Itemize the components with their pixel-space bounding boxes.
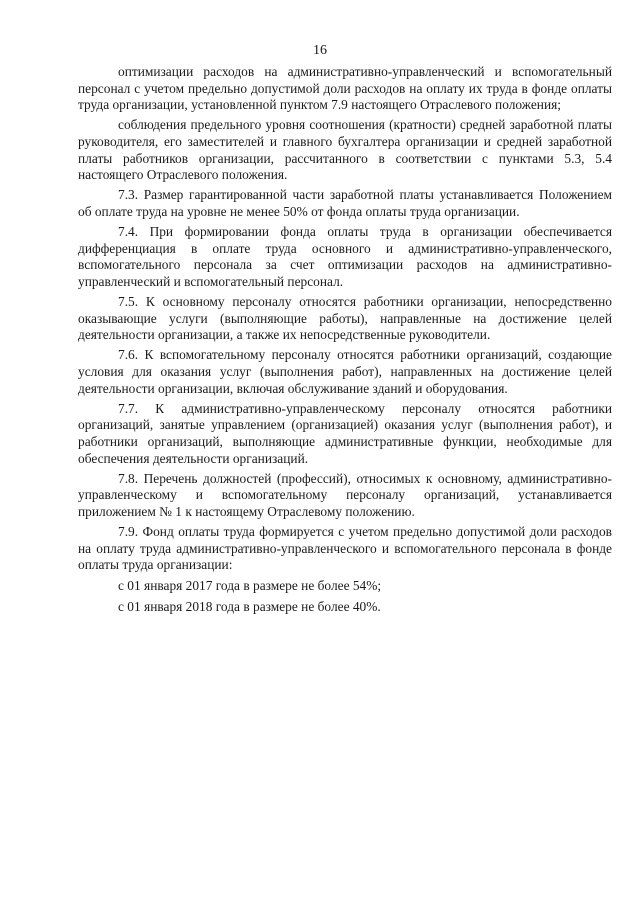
paragraph-2018-limit: с 01 января 2018 года в размере не более 40%. [118, 598, 381, 614]
paragraph-optimization: оптимизации расходов на административно-управленческий и вспомогательный персонал с учетом предельно допустимой доли расходов на оплату их труда в фонде оплаты труда организации, установленной пунктом 7.9 настоящего Отраслевого положения; [78, 64, 612, 113]
document-body [78, 64, 612, 620]
paragraph-salary-ratio: соблюдения предельного уровня соотношения (кратности) средней заработной платы руководителя, его заместителей и главного бухгалтера организации и средней заработной платы работников организации, рассчитанного в соответствии с пунктами 5.3, 5.4 настоящего Отраслевого положения. [78, 117, 612, 183]
paragraph-7-4: 7.4. При формировании фонда оплаты труда в организации обеспечивается дифференциация в оплате труда основного и административно-управленческого, вспомогательного персонала за счет оптимизации расходов на административно-управленческий и вспомогательный персонал. [78, 224, 612, 289]
paragraph-7-7: 7.7. К административно-управленческому персоналу относятся работники организаций, занятые управлением (организацией) оказания услуг (выполнения работ), и работники организаций, выполняющие административные функции, необходимые для обеспечения деятельности организаций. [78, 400, 612, 466]
paragraph-7-8: 7.8. Перечень должностей (профессий), относимых к основному, административно-управленческому и вспомогательному персоналу организаций, устанавливается приложением № 1 к настоящему Отраслевому положению. [78, 470, 612, 519]
paragraph-7-3: 7.3. Размер гарантированной части заработной платы устанавливается Положением об оплате труда на уровне не менее 50% от фонда оплаты труда организации. [78, 187, 612, 219]
paragraph-7-5: 7.5. К основному персоналу относятся работники организации, непосредственно оказывающие услуги (выполняющие работы), направленные на достижение целей деятельности организации, а также их непосредственные руководители. [78, 294, 612, 343]
paragraph-7-6: 7.6. К вспомогательному персоналу относятся работники организаций, создающие условия для оказания услуг (выполнения работ), направленных на достижение целей деятельности организации, включая обслуживание зданий и оборудования. [78, 347, 612, 396]
paragraph-2017-limit: с 01 января 2017 года в размере не более 54%; [118, 577, 382, 593]
paragraph-7-9: 7.9. Фонд оплаты труда формируется с учетом предельно допустимой доли расходов на оплату труда административно-управленческого и вспомогательного персонала в фонде оплаты труда организации: [78, 524, 612, 573]
page-number: 16 [313, 43, 327, 58]
